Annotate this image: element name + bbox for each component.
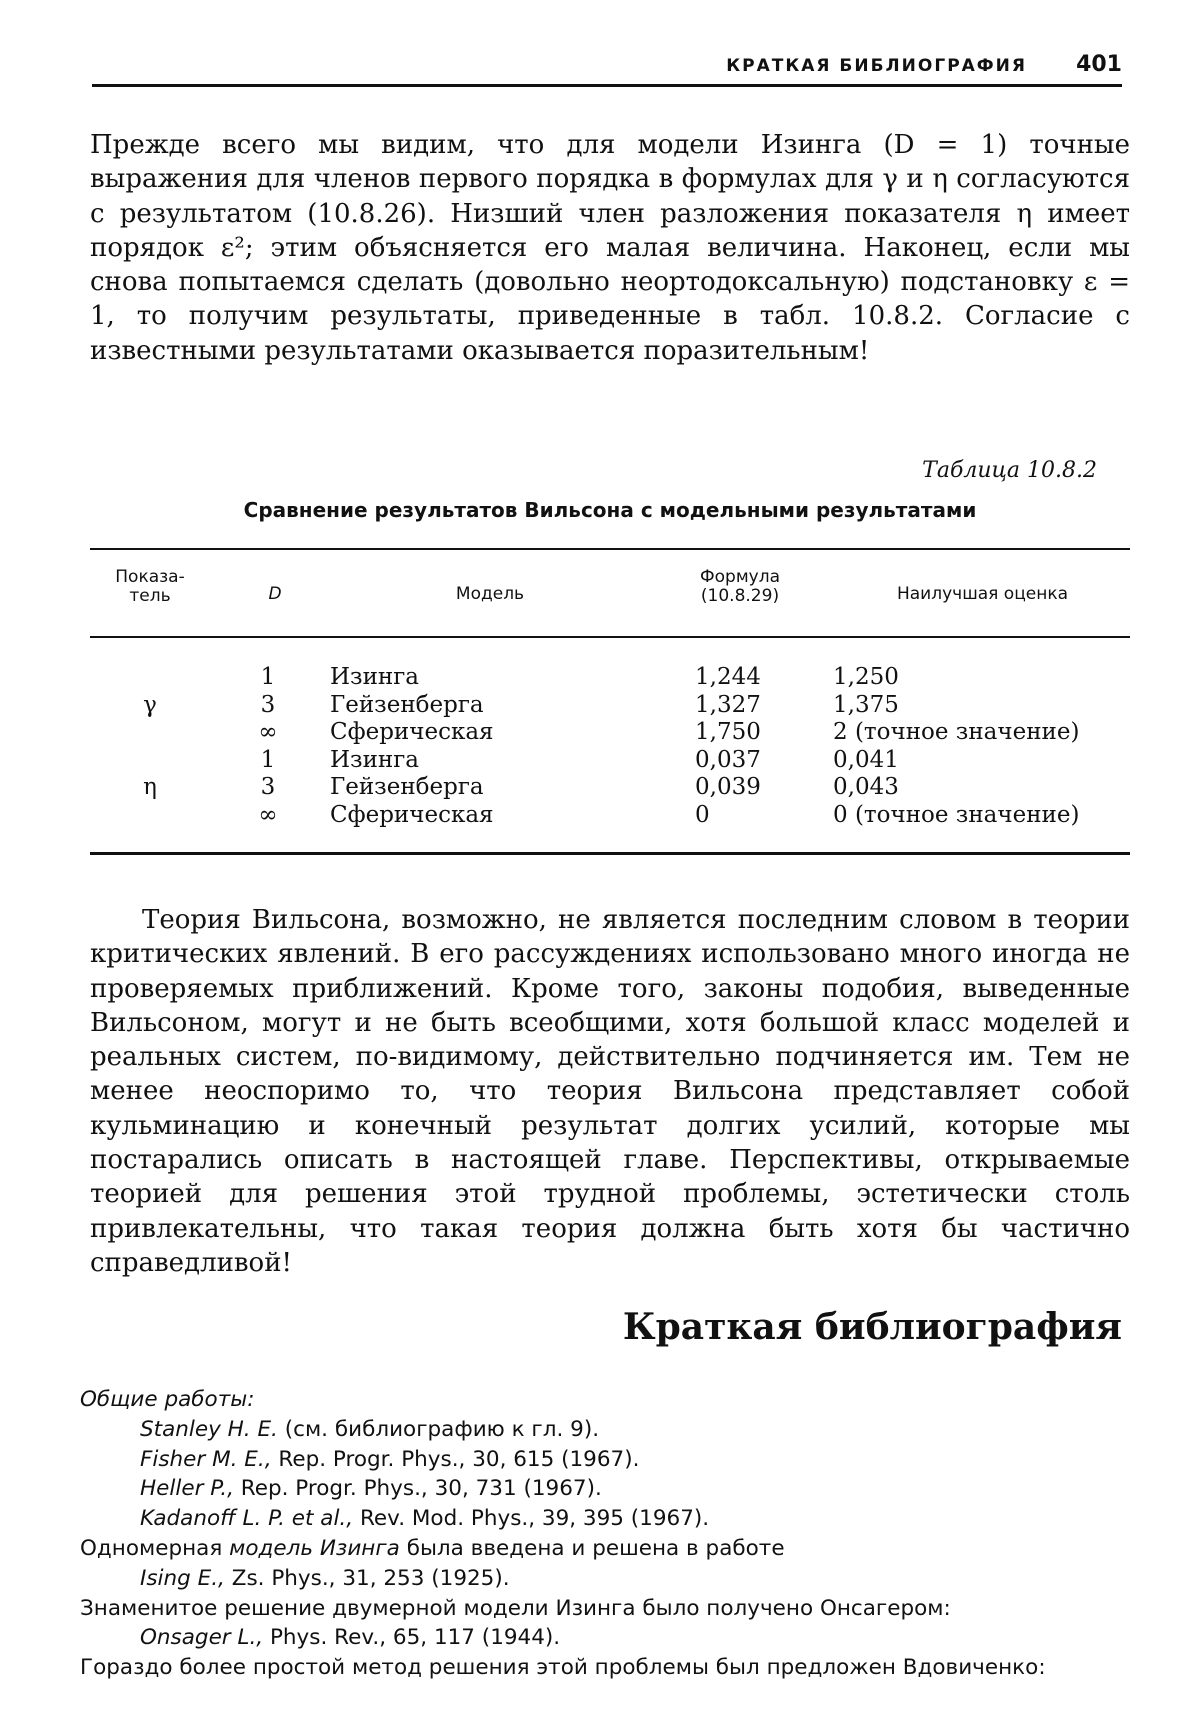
bib-source: Zs. Phys., 31, 253 (1925). xyxy=(231,1565,510,1591)
header-formula: Формула (10.8.29) xyxy=(700,567,780,606)
cell-formula: 0,037 xyxy=(695,746,761,773)
cell-model: Изинга xyxy=(330,746,420,773)
bib-author: Heller P., xyxy=(140,1476,234,1502)
section-title: Краткая библиография xyxy=(622,1306,1122,1348)
running-title: КРАТКАЯ БИБЛИОГРАФИЯ xyxy=(726,56,1027,76)
bib-note-text: Одномерная xyxy=(80,1535,223,1561)
cell-model: Сферическая xyxy=(330,801,494,828)
bib-note xyxy=(80,1534,1140,1564)
bib-source: Phys. Rev., 65, 117 (1944). xyxy=(269,1625,561,1651)
cell-best-estimate: 2 (точное значение) xyxy=(833,719,1080,746)
bib-author: Onsager L., xyxy=(140,1625,264,1651)
cell-model: Гейзенберга xyxy=(330,774,484,801)
header-best-estimate: Наилучшая оценка xyxy=(896,584,1069,604)
cell-best-estimate: 1,375 xyxy=(833,691,899,718)
cell-dimension: 1 xyxy=(260,746,276,773)
cell-dimension: 1 xyxy=(260,664,276,690)
table-top-rule xyxy=(90,548,1130,550)
cell-formula: 1,750 xyxy=(695,719,761,746)
bib-entry xyxy=(80,1474,1140,1504)
table-header-rule xyxy=(90,636,1130,638)
table-caption: Сравнение результатов Вильсона с модельными результатами xyxy=(243,498,977,522)
bib-note: Гораздо более простой метод решения этой проблемы был предложен Вдовиченко: xyxy=(80,1655,1046,1681)
bib-note: Знаменитое решение двумерной модели Изинга было получено Онсагером: xyxy=(80,1595,951,1621)
bib-note-text: была введена и решена в работе xyxy=(406,1535,785,1561)
bib-entry xyxy=(80,1564,1140,1594)
cell-formula: 0,039 xyxy=(695,774,761,801)
running-header xyxy=(92,50,1122,87)
cell-dimension: 3 xyxy=(260,774,276,801)
cell-best-estimate: 0,041 xyxy=(833,746,899,773)
bib-source: Rep. Progr. Phys., 30, 731 (1967). xyxy=(240,1476,602,1502)
table-label: Таблица 10.8.2 xyxy=(922,458,1097,483)
header-model: Модель xyxy=(455,584,525,604)
cell-dimension: ∞ xyxy=(258,801,278,828)
cell-model: Изинга xyxy=(330,664,420,690)
bib-author: Stanley H. E. xyxy=(140,1416,278,1442)
paragraph-intro: Прежде всего мы видим, что для модели Изинга (D = 1) точные выражения для членов первого порядка в формулах для γ и η согласуются с результатом (10.8.26). Низший член разложения показателя η имеет порядок ε²; этим объясняется его малая величина. Наконец, если мы снова попытаемся сделать (довольно неортодоксальную) подстановку ε = 1, то получим результаты, приведенные в табл. 10.8.2. Согласие с известными результатами оказывается поразительным! xyxy=(90,130,1130,366)
bib-source: (см. библиографию к гл. 9). xyxy=(284,1416,600,1442)
header-exponent: Показа-тель xyxy=(115,567,185,606)
table-row xyxy=(90,692,1130,720)
bib-entry xyxy=(80,1504,1140,1534)
cell-exponent: η xyxy=(143,774,157,801)
cell-exponent: γ xyxy=(143,691,157,718)
paragraph-conclusion: Теория Вильсона, возможно, не является последним словом в теории критических явлений. В его рассуждениях использовано много иногда не проверяемых приближений. Кроме того, законы подобия, выведенные Вильсоном, могут и не быть всеобщими, хотя большой класс моделей и реальных систем, по-видимому, действительно подчиняется им. Тем не менее неоспоримо то, что теория Вильсона представляет собой кульминацию и конечный результат долгих усилий, которые мы постарались описать в настоящей главе. Перспективы, открываемые теорией для решения этой трудной проблемы, эстетически столь привлекательны, что такая теория должна быть хотя бы частично справедливой! xyxy=(90,905,1130,1278)
cell-best-estimate: 0,043 xyxy=(833,774,899,801)
table-row xyxy=(90,664,1130,692)
cell-model: Гейзенберга xyxy=(330,691,484,718)
table-bottom-rule xyxy=(90,852,1130,855)
bib-author: Ising E., xyxy=(140,1565,225,1591)
bib-source: Rep. Progr. Phys., 30, 615 (1967). xyxy=(278,1446,640,1472)
bib-entry xyxy=(80,1415,1140,1445)
table-row xyxy=(90,774,1130,802)
cell-dimension: ∞ xyxy=(258,719,278,746)
bibliography xyxy=(80,1385,1140,1683)
bib-entry xyxy=(80,1445,1140,1475)
table-body xyxy=(90,664,1130,830)
cell-best-estimate: 0 (точное значение) xyxy=(833,801,1080,828)
bib-general-heading: Общие работы: xyxy=(80,1387,255,1412)
cell-model: Сферическая xyxy=(330,719,494,746)
table-row xyxy=(90,719,1130,747)
bib-entry xyxy=(80,1623,1140,1653)
cell-formula: 0 xyxy=(695,801,710,828)
table-row xyxy=(90,802,1130,830)
bib-source: Rev. Mod. Phys., 39, 395 (1967). xyxy=(359,1506,710,1532)
table-row xyxy=(90,747,1130,775)
bib-note-emphasis: модель Изинга xyxy=(229,1535,400,1561)
bib-author: Kadanoff L. P. et al., xyxy=(140,1506,354,1532)
bib-author: Fisher M. E., xyxy=(140,1446,272,1472)
page-number: 401 xyxy=(1076,52,1122,77)
header-dimension: D xyxy=(268,584,282,604)
cell-best-estimate: 1,250 xyxy=(833,664,899,690)
cell-formula: 1,327 xyxy=(695,691,761,718)
cell-formula: 1,244 xyxy=(695,664,761,690)
cell-dimension: 3 xyxy=(260,691,276,718)
